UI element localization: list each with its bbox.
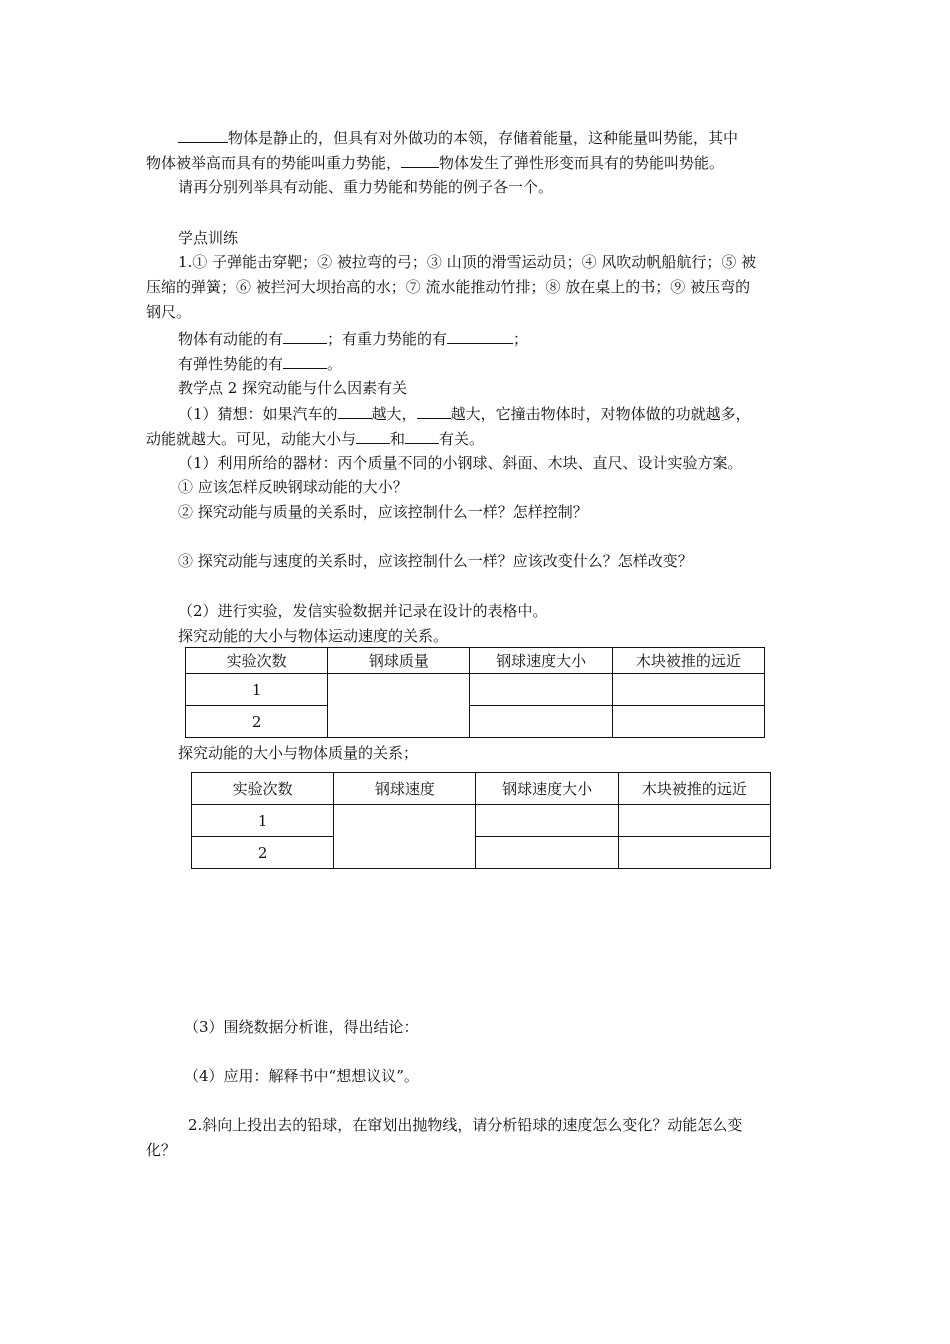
section-title: 教学点 2 探究动能与什么因素有关 [178,379,408,397]
q1-line-2: 压缩的弹簧；⑥ 被拦河大坝抬高的水；⑦ 流水能推动竹排；⑧ 放在桌上的书；⑨ 被压弯的 [146,278,751,296]
question-b: ② 探究动能与质量的关系时，应该控制什么一样？怎样控制？ [178,503,588,521]
row-label: 2 [186,706,328,738]
header-cell: 实验次数 [186,648,328,674]
guess-text: 越大，它撞击物体时，对物体做的功就越多， [450,405,751,423]
q1-line-3: 钢尺。 [146,303,192,321]
fill-blank[interactable] [178,127,228,143]
row-label: 1 [192,805,334,837]
application-line: （4）应用：解释书中“想想议议”。 [184,1067,419,1085]
header-cell: 钢球速度大小 [470,648,612,674]
fill-blank[interactable] [283,353,327,369]
header-cell: 钢球质量 [328,648,470,674]
empty-cell[interactable] [470,706,612,738]
experiment-line: （2）进行实验，发信实验数据并记录在设计的表格中。 [178,602,548,620]
empty-cell[interactable] [476,837,618,869]
guess-text: 越大， [371,405,417,423]
empty-cell[interactable] [476,805,618,837]
header-cell: 实验次数 [192,773,334,805]
intro-text-1: 物体是静止的，但具有对外做功的本领，存储着能量，这种能量叫势能，其中 [228,129,739,147]
question-c: ③ 探究动能与速度的关系时，应该控制什么一样？应该改变什么？怎样改变？ [178,552,693,570]
design-line: （1）利用所给的器材：丙个质量不同的小钢球、斜面、木块、直尺、设计实验方案。 [178,454,743,472]
q2-line-1: 2.斜向上投出去的铅球，在窜划出抛物线，请分析铅球的速度怎么变化？动能怎么变 [188,1116,743,1134]
intro-line-1 [178,127,738,148]
fill-blank[interactable] [417,403,451,419]
empty-cell[interactable] [612,706,764,738]
guess-text: 有关。 [439,430,485,448]
answer-label-kinetic: 物体有动能的有 [178,330,284,348]
guess-text: 和 [390,430,406,448]
merged-cell[interactable] [334,805,476,869]
guess-text: （1）猜想：如果汽车的 [178,405,338,423]
header-cell: 钢球速度大小 [476,773,618,805]
answer-punct: ； [513,330,529,348]
intro-line-2 [146,152,724,173]
empty-cell[interactable] [618,805,770,837]
fill-blank[interactable] [447,328,513,344]
q2-line-2: 化？ [146,1141,177,1159]
data-table-mass [191,772,771,869]
merged-cell[interactable] [328,674,470,738]
q1-line-1: 1.① 子弹能击穿靶；② 被拉弯的弓；③ 山顶的滑雪运动员；④ 风吹动帆船航行；⑤ 被 [178,253,757,271]
fill-blank[interactable] [356,428,390,444]
empty-cell[interactable] [612,674,764,706]
intro-line-3: 请再分别列举具有动能、重力势能和势能的例子各一个。 [178,178,554,196]
fill-blank[interactable] [338,403,372,419]
header-cell: 木块被推的远近 [618,773,770,805]
table2-caption: 探究动能的大小与物体质量的关系； [178,744,419,762]
table1-caption: 探究动能的大小与物体运动速度的关系。 [178,627,449,645]
guess-line-2 [146,428,484,449]
fill-blank[interactable] [283,328,327,344]
training-heading: 学点训练 [178,229,239,247]
answer-label-gravity: ；有重力势能的有 [327,330,448,348]
answer-punct: 。 [327,355,343,373]
guess-text: 动能就越大。可见，动能大小与 [146,430,357,448]
answer-label-elastic: 有弹性势能的有 [178,355,284,373]
intro-text-2b: 物体发生了弹性形变而具有的势能叫势能。 [439,154,725,172]
analysis-line: （3）围绕数据分析谁，得出结论： [184,1018,419,1036]
intro-text-2a: 物体被举高而具有的势能叫重力势能， [146,154,402,172]
fill-blank[interactable] [405,428,439,444]
fill-blank[interactable] [401,152,439,168]
row-label: 1 [186,674,328,706]
guess-line-1 [178,403,751,424]
answer-line-1 [178,328,528,349]
empty-cell[interactable] [470,674,612,706]
data-table-speed [185,647,765,738]
question-a: ① 应该怎样反映钢球动能的大小？ [178,478,408,496]
header-cell: 钢球速度 [334,773,476,805]
header-cell: 木块被推的远近 [612,648,764,674]
empty-cell[interactable] [618,837,770,869]
row-label: 2 [192,837,334,869]
answer-line-2 [178,353,342,374]
